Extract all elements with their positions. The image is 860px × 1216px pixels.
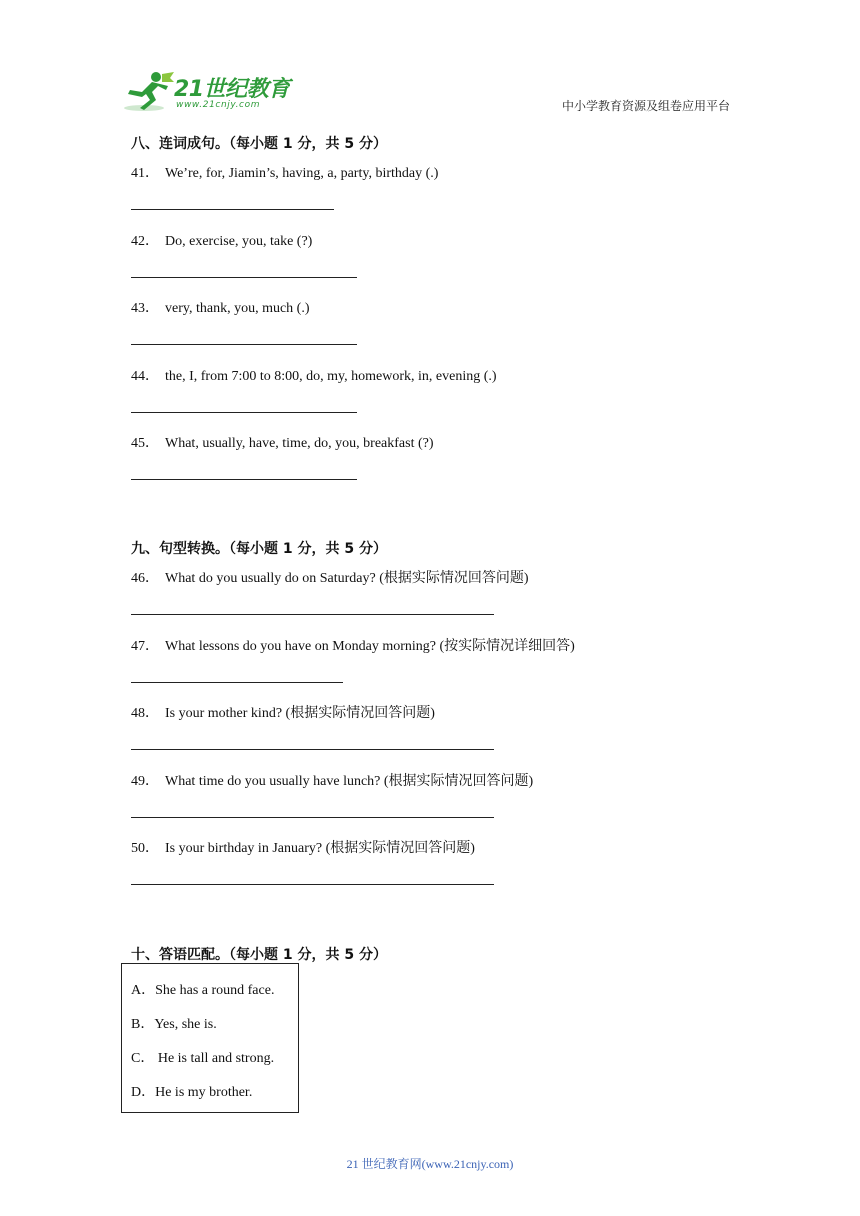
answer-options-box (121, 963, 299, 1113)
answer-line[interactable] (131, 412, 357, 413)
answer-line[interactable] (131, 209, 334, 210)
site-logo[interactable] (122, 70, 292, 116)
logo-url: www.21cnjy.com (176, 100, 261, 110)
question-46 (131, 567, 529, 587)
answer-line[interactable] (131, 277, 357, 278)
runner-logo-icon (122, 70, 176, 114)
question-text: Do, exercise, you, take (?) (165, 234, 313, 249)
question-49 (131, 770, 533, 790)
answer-line[interactable] (131, 817, 494, 818)
platform-name: 中小学教育资源及组卷应用平台 (561, 99, 730, 113)
question-43 (131, 297, 310, 317)
question-number: 48． (131, 706, 159, 721)
answer-line[interactable] (131, 749, 494, 750)
option-d: D．He is my brother. (131, 1085, 253, 1100)
answer-line[interactable] (131, 682, 343, 683)
question-text: What, usually, have, time, do, you, breakfast (?) (165, 436, 434, 451)
question-number: 50． (131, 841, 159, 856)
question-42 (131, 230, 312, 250)
question-number: 41． (131, 166, 159, 181)
question-number: 45． (131, 436, 159, 451)
question-41 (131, 162, 438, 182)
question-number: 44． (131, 369, 159, 384)
question-number: 46． (131, 571, 159, 586)
question-number: 42． (131, 234, 159, 249)
section-9-title: 九、句型转换。（每小题 1 分，共 5 分） (131, 541, 387, 557)
question-48 (131, 702, 435, 722)
question-50 (131, 837, 475, 857)
logo-text: 21世纪教育 (174, 77, 290, 102)
option-c: C． He is tall and strong. (131, 1051, 275, 1066)
answer-line[interactable] (131, 614, 494, 615)
question-text: What lessons do you have on Monday morning? (按实际情况详细回答) (165, 639, 575, 654)
question-text: the, I, from 7:00 to 8:00, do, my, homework, in, evening (.) (165, 369, 497, 384)
section-8-title: 八、连词成句。（每小题 1 分，共 5 分） (131, 136, 387, 152)
question-number: 49． (131, 774, 159, 789)
option-b: B．Yes, she is. (131, 1017, 217, 1032)
answer-line[interactable] (131, 479, 357, 480)
answer-line[interactable] (131, 344, 357, 345)
question-45 (131, 432, 434, 452)
question-44 (131, 365, 497, 385)
question-text: Is your birthday in January? (根据实际情况回答问题) (165, 841, 475, 856)
question-text: very, thank, you, much (.) (165, 301, 310, 316)
question-number: 47． (131, 639, 159, 654)
section-10-title: 十、答语匹配。（每小题 1 分，共 5 分） (131, 947, 387, 963)
question-text: Is your mother kind? (根据实际情况回答问题) (165, 706, 435, 721)
option-a: A．She has a round face. (131, 983, 275, 998)
question-47 (131, 635, 575, 655)
question-text: What time do you usually have lunch? (根据实际情况回答问题) (165, 774, 534, 789)
question-text: We’re, for, Jiamin’s, having, a, party, birthday (.) (165, 166, 439, 181)
question-text: What do you usually do on Saturday? (根据实际情况回答问题) (165, 571, 529, 586)
answer-line[interactable] (131, 884, 494, 885)
question-number: 43． (131, 301, 159, 316)
footer-link[interactable]: 21 世纪教育网(www.21cnjy.com) (346, 1157, 514, 1171)
